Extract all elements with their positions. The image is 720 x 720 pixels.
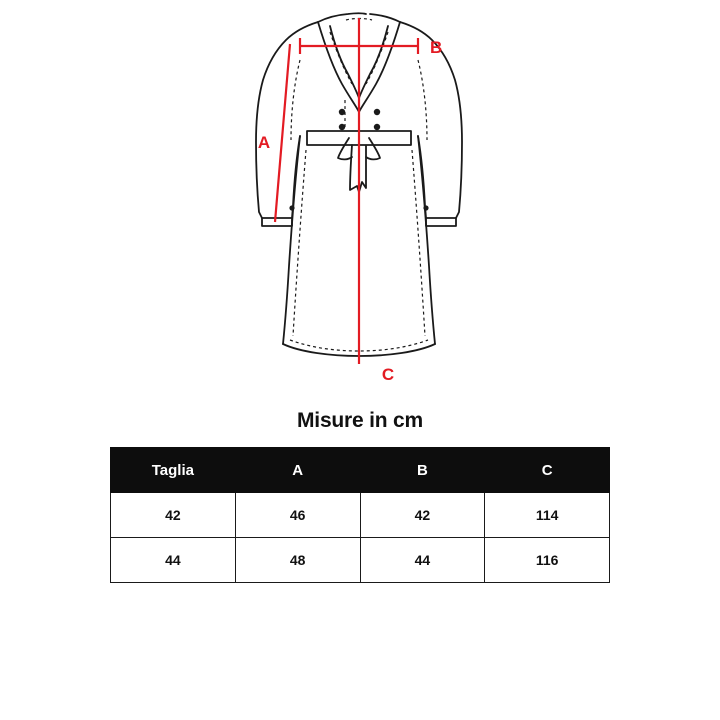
table-header-c: C xyxy=(485,448,610,493)
measure-label-c: C xyxy=(381,365,395,384)
table-header-a: A xyxy=(235,448,360,493)
table-header-taglia: Taglia xyxy=(111,448,236,493)
measure-label-a: A xyxy=(257,133,271,152)
cell-c: 116 xyxy=(485,538,610,583)
cell-c: 114 xyxy=(485,493,610,538)
cell-taglia: 44 xyxy=(111,538,236,583)
cell-a: 46 xyxy=(235,493,360,538)
table-row xyxy=(111,538,610,583)
table-title: Misure in cm xyxy=(297,409,423,432)
table-header-row xyxy=(111,448,610,493)
table-header-b: B xyxy=(360,448,485,493)
cell-b: 42 xyxy=(360,493,485,538)
measure-label-b: B xyxy=(430,38,443,57)
cell-taglia: 42 xyxy=(111,493,236,538)
cell-a: 48 xyxy=(235,538,360,583)
table-row xyxy=(111,493,610,538)
measure-line-a xyxy=(275,44,290,222)
size-table xyxy=(110,447,610,583)
cell-b: 44 xyxy=(360,538,485,583)
size-table-section xyxy=(0,395,720,583)
